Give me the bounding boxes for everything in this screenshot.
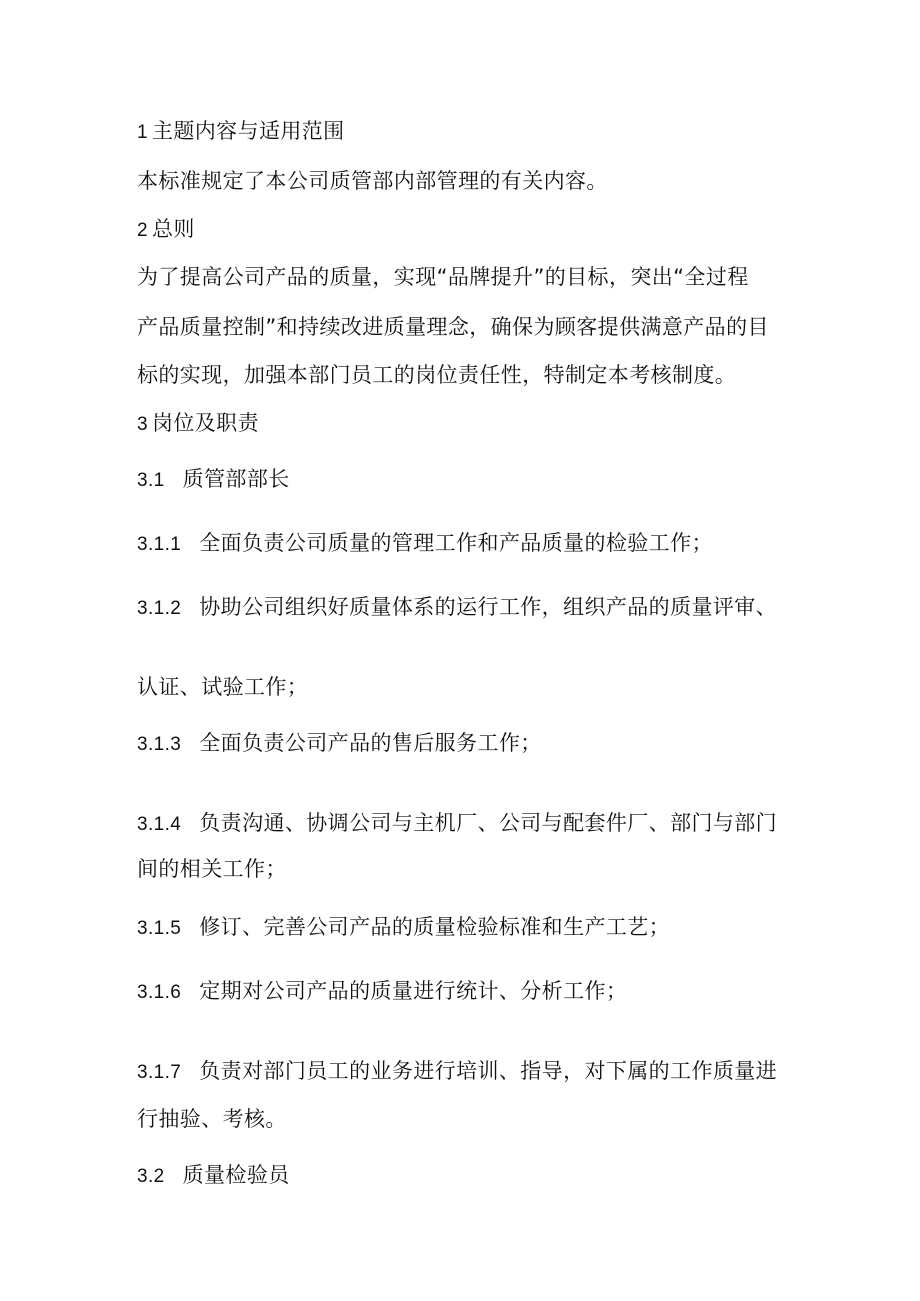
section-title: 质量检验员 bbox=[182, 1163, 290, 1187]
item-3-1-3 bbox=[137, 730, 542, 758]
item-3-1-4-line-2: 间的相关工作； bbox=[137, 857, 287, 881]
section-2-body-line-2: 产品质量控制”和持续改进质量理念，确保为顾客提供满意产品的目 bbox=[137, 315, 769, 339]
section-2-heading bbox=[137, 216, 195, 244]
section-1-heading bbox=[137, 118, 345, 146]
item-text: 全面负责公司产品的售后服务工作； bbox=[199, 731, 542, 755]
item-3-1-6 bbox=[137, 978, 627, 1006]
item-text: 协助公司组织好质量体系的运行工作，组织产品的质量评审、 bbox=[199, 595, 778, 619]
item-text: 定期对公司产品的质量进行统计、分析工作； bbox=[199, 979, 628, 1003]
item-3-1-2-line-1 bbox=[137, 594, 777, 622]
section-title: 总则 bbox=[151, 217, 195, 241]
item-number: 3.1.3 bbox=[137, 734, 182, 755]
item-number: 3.1.4 bbox=[137, 814, 182, 835]
item-3-1-4-line-1 bbox=[137, 810, 777, 838]
section-2-body-line-3: 标的实现，加强本部门员工的岗位责任性，特制定本考核制度。 bbox=[137, 363, 737, 387]
item-3-1-5 bbox=[137, 914, 670, 942]
item-text: 负责对部门员工的业务进行培训、指导，对下属的工作质量进 bbox=[199, 1059, 778, 1083]
section-number: 3.2 bbox=[137, 1166, 165, 1187]
section-3-2-heading bbox=[137, 1162, 290, 1190]
section-number: 3 bbox=[137, 414, 148, 435]
section-title: 主题内容与适用范围 bbox=[151, 119, 345, 143]
item-number: 3.1.6 bbox=[137, 982, 182, 1003]
section-title: 质管部部长 bbox=[182, 467, 290, 491]
item-3-1-7-line-1 bbox=[137, 1058, 777, 1086]
item-number: 3.1.5 bbox=[137, 918, 182, 939]
section-number: 3.1 bbox=[137, 470, 165, 491]
section-3-1-heading bbox=[137, 466, 290, 494]
section-title: 岗位及职责 bbox=[151, 411, 259, 435]
section-3-heading bbox=[137, 410, 259, 438]
item-text: 全面负责公司质量的管理工作和产品质量的检验工作； bbox=[199, 531, 713, 555]
section-2-body-line-1: 为了提高公司产品的质量，实现“品牌提升”的目标，突出“全过程 bbox=[137, 265, 749, 289]
item-number: 3.1.2 bbox=[137, 598, 182, 619]
section-1-body: 本标准规定了本公司质管部内部管理的有关内容。 bbox=[137, 169, 608, 193]
section-number: 2 bbox=[137, 220, 148, 241]
item-number: 3.1.1 bbox=[137, 534, 182, 555]
item-text: 负责沟通、协调公司与主机厂、公司与配套件厂、部门与部门 bbox=[199, 811, 778, 835]
item-number: 3.1.7 bbox=[137, 1062, 182, 1083]
item-3-1-2-line-2: 认证、试验工作； bbox=[137, 675, 309, 699]
item-text: 修订、完善公司产品的质量检验标准和生产工艺； bbox=[199, 915, 671, 939]
item-3-1-1 bbox=[137, 530, 713, 558]
section-number: 1 bbox=[137, 122, 148, 143]
item-3-1-7-line-2: 行抽验、考核。 bbox=[137, 1107, 287, 1131]
